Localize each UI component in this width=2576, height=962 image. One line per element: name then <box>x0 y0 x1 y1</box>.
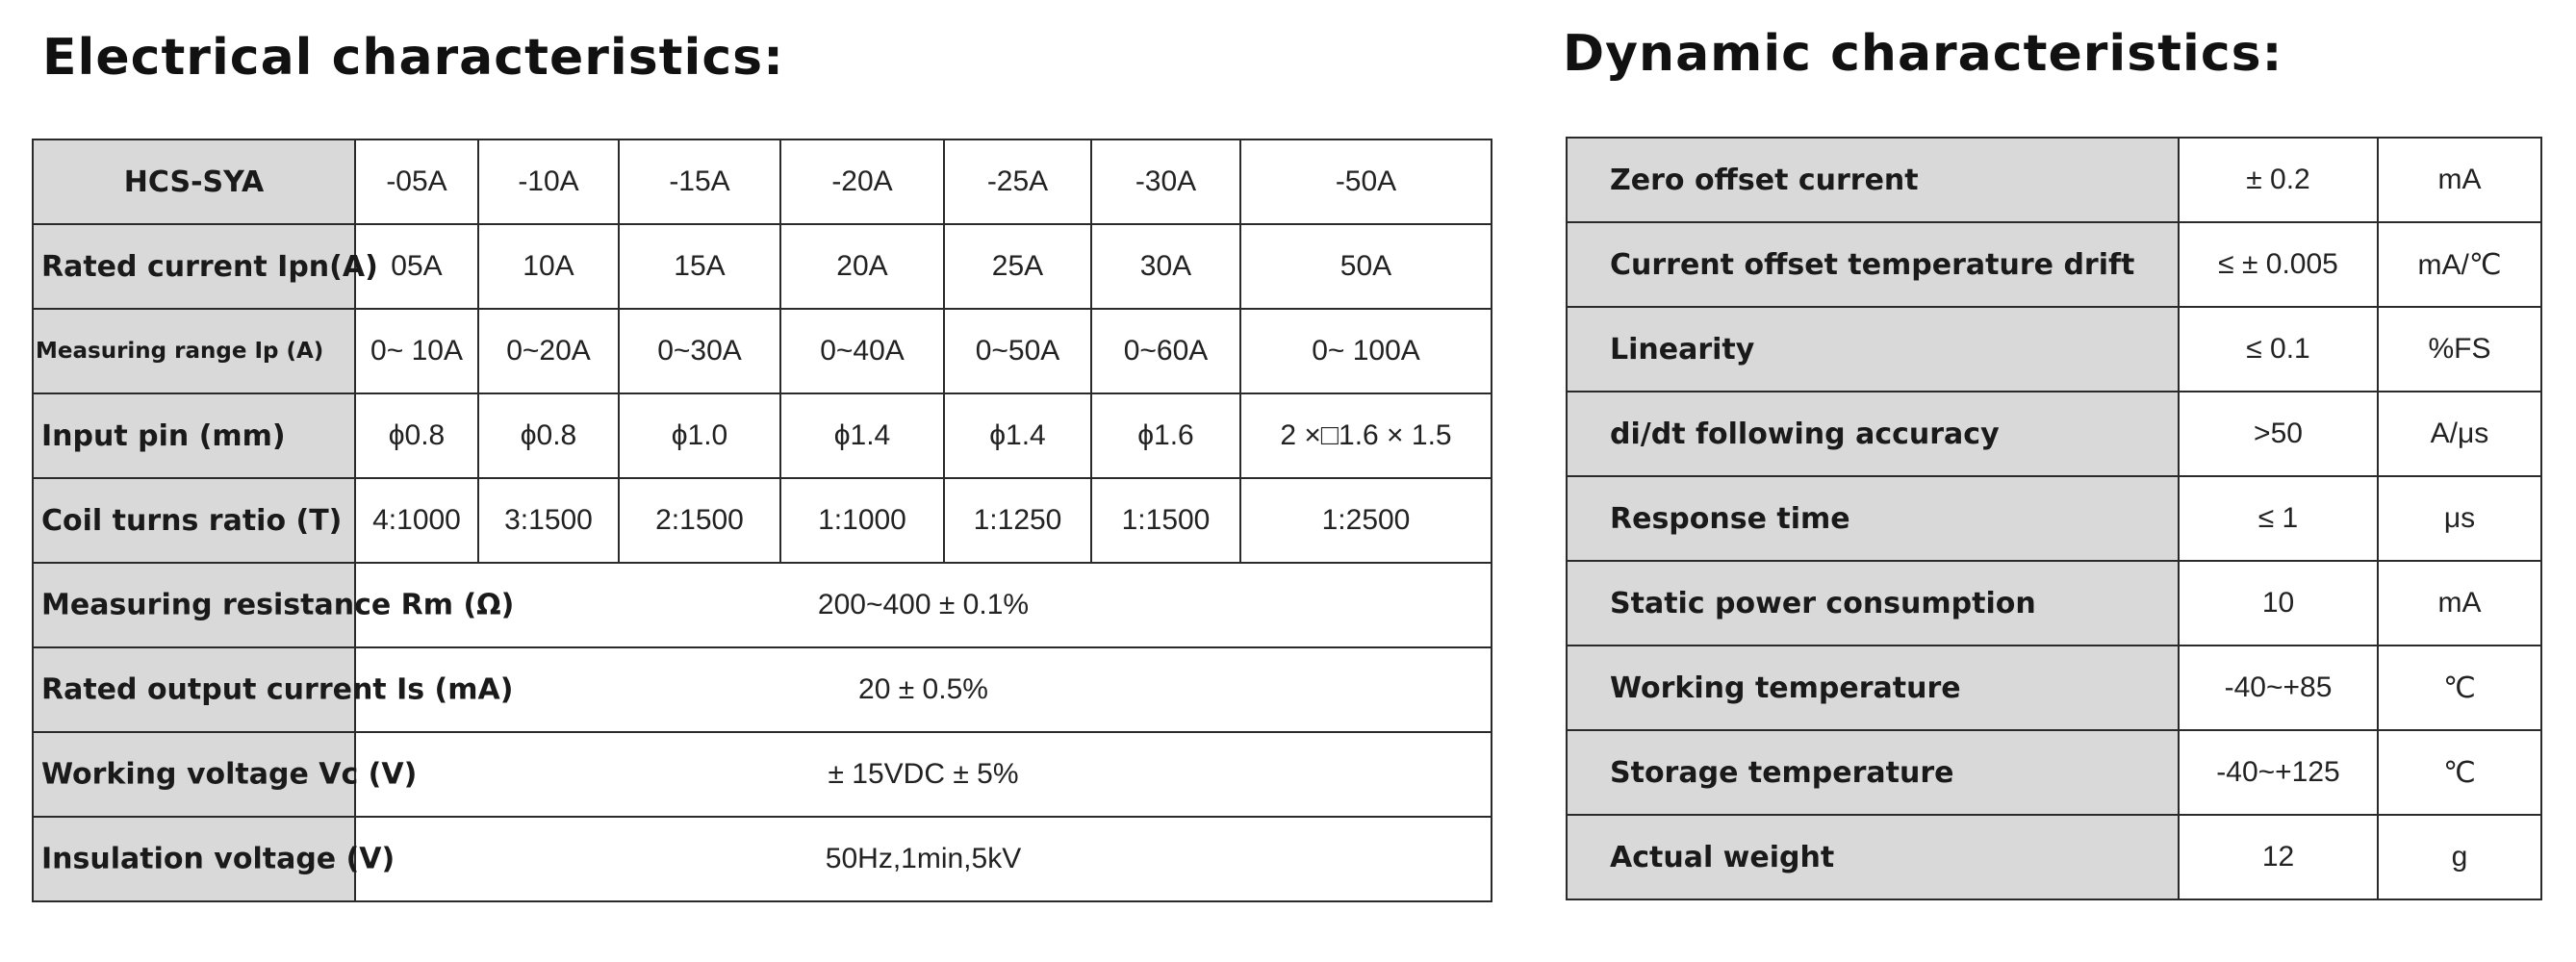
variant-header-cell: -25A <box>944 139 1091 224</box>
value-cell: 0~50A <box>944 309 1091 393</box>
variant-header-cell: -50A <box>1240 139 1492 224</box>
value-cell: 2 ×□1.6 × 1.5 <box>1240 393 1492 478</box>
table-row <box>1567 646 2541 730</box>
value-cell: 10A <box>478 224 619 309</box>
value-cell: 1:1250 <box>944 478 1091 563</box>
value-cell: 30A <box>1091 224 1240 309</box>
table-row <box>1567 392 2541 476</box>
value-cell: ϕ0.8 <box>478 393 619 478</box>
value-cell: -40~+125 <box>2179 730 2378 815</box>
electrical-characteristics-table <box>32 139 1492 902</box>
value-cell: 50A <box>1240 224 1492 309</box>
table-row <box>33 224 1492 309</box>
value-cell: ≤ ± 0.005 <box>2179 222 2378 307</box>
variant-header-cell: -05A <box>355 139 478 224</box>
unit-cell: mA <box>2378 138 2541 222</box>
table-row <box>1567 730 2541 815</box>
model-name-cell: HCS-SYA <box>33 139 355 224</box>
value-cell: 50Hz,1min,5kV <box>355 817 1492 901</box>
variant-header-cell: -10A <box>478 139 619 224</box>
row-label-cell: Zero offset current <box>1567 138 2179 222</box>
row-label-cell: Linearity <box>1567 307 2179 392</box>
unit-cell: ℃ <box>2378 646 2541 730</box>
table-row <box>1567 476 2541 561</box>
table-row <box>33 309 1492 393</box>
value-cell: 200~400 ± 0.1% <box>355 563 1492 647</box>
table-row <box>33 817 1492 901</box>
value-cell: 25A <box>944 224 1091 309</box>
value-cell: 15A <box>619 224 780 309</box>
value-cell: 0~40A <box>780 309 944 393</box>
table-header-row <box>33 139 1492 224</box>
row-label-cell <box>33 732 418 817</box>
table-row <box>33 647 1492 732</box>
table-row <box>33 563 1492 647</box>
value-cell: 10 <box>2179 561 2378 646</box>
row-label: Measuring resistance Rm (Ω) <box>41 588 515 622</box>
value-cell: 0~60A <box>1091 309 1240 393</box>
value-cell: ≤ 0.1 <box>2179 307 2378 392</box>
row-label-cell: Storage temperature <box>1567 730 2179 815</box>
table-row <box>33 732 1492 817</box>
unit-cell: μs <box>2378 476 2541 561</box>
variant-header-cell: -20A <box>780 139 944 224</box>
variant-header-cell: -15A <box>619 139 780 224</box>
value-cell: 4:1000 <box>355 478 478 563</box>
value-cell: 20A <box>780 224 944 309</box>
unit-cell: A/μs <box>2378 392 2541 476</box>
row-label-cell <box>33 563 515 647</box>
value-cell: 05A <box>355 224 478 309</box>
value-cell: ± 0.2 <box>2179 138 2378 222</box>
row-label-cell: Actual weight <box>1567 815 2179 899</box>
value-cell: 2:1500 <box>619 478 780 563</box>
row-label: Rated output current Is (mA) <box>41 672 514 707</box>
value-cell: ϕ1.0 <box>619 393 780 478</box>
value-cell: >50 <box>2179 392 2378 476</box>
table-row <box>33 478 1492 563</box>
table-row <box>1567 138 2541 222</box>
table-row <box>1567 307 2541 392</box>
value-cell: 1:1000 <box>780 478 944 563</box>
dynamic-characteristics-table <box>1566 137 2542 900</box>
value-cell: 0~ 100A <box>1240 309 1492 393</box>
row-label-cell: Working temperature <box>1567 646 2179 730</box>
table-row <box>1567 561 2541 646</box>
variant-header-cell: -30A <box>1091 139 1240 224</box>
value-cell: ϕ1.6 <box>1091 393 1240 478</box>
value-cell: ϕ0.8 <box>355 393 478 478</box>
value-cell: ϕ1.4 <box>944 393 1091 478</box>
value-cell: 20 ± 0.5% <box>355 647 1492 732</box>
value-cell: -40~+85 <box>2179 646 2378 730</box>
unit-cell: g <box>2378 815 2541 899</box>
row-label-cell: Rated current Ipn(A) <box>33 224 355 309</box>
value-cell: 0~30A <box>619 309 780 393</box>
unit-cell: %FS <box>2378 307 2541 392</box>
dynamic-characteristics-title: Dynamic characteristics: <box>1563 25 2283 83</box>
electrical-characteristics-title: Electrical characteristics: <box>42 29 784 87</box>
unit-cell: mA <box>2378 561 2541 646</box>
row-label: Insulation voltage (V) <box>41 842 395 876</box>
value-cell: 0~20A <box>478 309 619 393</box>
value-cell: 3:1500 <box>478 478 619 563</box>
unit-cell: mA/℃ <box>2378 222 2541 307</box>
table-row <box>1567 815 2541 899</box>
row-label-cell: Current offset temperature drift <box>1567 222 2179 307</box>
row-label-cell <box>33 647 514 732</box>
row-label-cell: Input pin (mm) <box>33 393 355 478</box>
value-cell: ϕ1.4 <box>780 393 944 478</box>
unit-cell: ℃ <box>2378 730 2541 815</box>
value-cell: 1:1500 <box>1091 478 1240 563</box>
value-cell: ± 15VDC ± 5% <box>355 732 1492 817</box>
value-cell: 12 <box>2179 815 2378 899</box>
row-label-cell: di/dt following accuracy <box>1567 392 2179 476</box>
row-label-cell <box>33 817 395 901</box>
table-row <box>1567 222 2541 307</box>
value-cell: ≤ 1 <box>2179 476 2378 561</box>
value-cell: 0~ 10A <box>355 309 478 393</box>
row-label-cell: Measuring range Ip (A) <box>33 309 355 393</box>
row-label-cell: Coil turns ratio (T) <box>33 478 355 563</box>
row-label: Working voltage Vc (V) <box>41 757 418 792</box>
table-row <box>33 393 1492 478</box>
value-cell: 1:2500 <box>1240 478 1492 563</box>
row-label-cell: Response time <box>1567 476 2179 561</box>
row-label-cell: Static power consumption <box>1567 561 2179 646</box>
